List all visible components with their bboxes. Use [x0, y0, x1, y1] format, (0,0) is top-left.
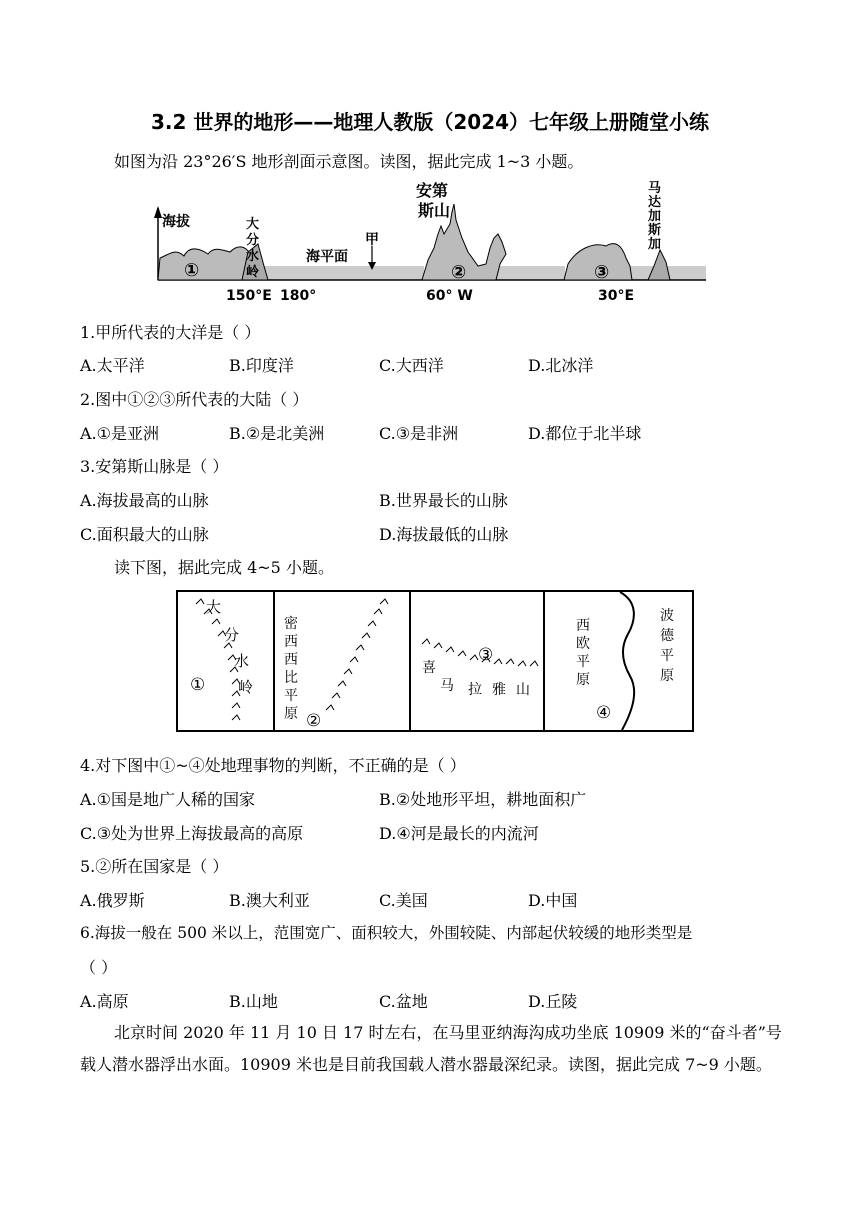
divide-label-1: 大 [246, 217, 260, 232]
divide-label-3: 水 [246, 249, 260, 264]
madagascar-label-4: 斯 [648, 223, 662, 238]
p4a-label-3: 平 [576, 654, 590, 670]
q1-stem: 1.甲所代表的大洋是（ ） [80, 323, 261, 342]
river-4 [620, 592, 634, 730]
p4b-label-4: 原 [660, 668, 674, 684]
intro-text-3: 北京时间 2020 年 11 月 10 日 17 时左右，在马里亚纳海沟成功坐底 10909 米的“奋斗者”号载人潜水器浮出水面。10909 米也是目前我国载人潜水器最深纪录。读图，据此完成 7~9 小题。 [80, 1023, 782, 1074]
q6-option-c[interactable]: C.盆地 [379, 992, 428, 1011]
altitude-label: 海拔 [162, 214, 190, 230]
jia-label: 甲 [365, 232, 379, 248]
q3-option-a[interactable]: A.海拔最高的山脉 [80, 491, 209, 510]
marker-3: ③ [478, 645, 494, 665]
divide-label-2: 分 [246, 233, 260, 248]
andes-label-1: 安第 [416, 181, 449, 200]
q5-option-a[interactable]: A.俄罗斯 [80, 891, 145, 910]
lon-150e: 150°E [226, 288, 272, 304]
p3-label-2: 马 [440, 678, 454, 694]
marker-2: ② [306, 711, 322, 731]
intro-text-1: 如图为沿 23°26′S 地形剖面示意图。读图，据此完成 1~3 小题。 [114, 152, 584, 171]
p1-label-4: 岭 [238, 678, 254, 696]
p3-label-3: 拉 [468, 682, 482, 698]
q1-option-b[interactable]: B.印度洋 [229, 356, 294, 375]
lon-60w: 60° W [426, 288, 473, 304]
continent-1-marker: ① [184, 260, 200, 281]
q5-option-b[interactable]: B.澳大利亚 [229, 891, 310, 910]
continent-3-marker: ③ [594, 262, 610, 283]
q3-option-c[interactable]: C.面积最大的山脉 [80, 525, 209, 544]
australia-profile [158, 247, 256, 280]
p2-label-2: 西 [284, 634, 298, 650]
terrain-profile-figure [150, 178, 710, 306]
p4b-label-3: 平 [660, 648, 674, 664]
p1-label-2: 分 [224, 626, 240, 644]
four-panel-figure [176, 590, 696, 734]
q4-option-a[interactable]: A.①国是地广人稀的国家 [80, 790, 255, 809]
madagascar-label-2: 达 [648, 195, 662, 210]
p1-label-3: 水 [234, 652, 250, 670]
q2-option-b[interactable]: B.②是北美洲 [229, 424, 325, 443]
sea-level-label: 海平面 [306, 249, 348, 265]
lon-30e: 30°E [598, 288, 635, 304]
p1-label-1: 大 [206, 598, 222, 616]
q2-option-d[interactable]: D.都位于北半球 [528, 424, 642, 443]
q1-option-d[interactable]: D.北冰洋 [528, 356, 594, 375]
p3-label-4: 雅 [492, 682, 506, 698]
p3-label-5: 山 [516, 682, 530, 698]
q6-option-a[interactable]: A.高原 [80, 992, 129, 1011]
q4-option-b[interactable]: B.②处地形平坦，耕地面积广 [379, 790, 587, 809]
q1-option-a[interactable]: A.太平洋 [80, 356, 145, 375]
p4b-label-2: 德 [660, 628, 674, 644]
p4a-label-2: 欧 [576, 636, 590, 652]
q1-option-c[interactable]: C.大西洋 [379, 356, 444, 375]
p2-label-5: 平 [284, 688, 298, 704]
lon-180: 180° [280, 288, 317, 304]
p4a-label-4: 原 [576, 672, 590, 688]
madagascar-profile [648, 250, 670, 280]
q6-option-d[interactable]: D.丘陵 [528, 992, 578, 1011]
p2-label-4: 比 [284, 670, 298, 686]
q5-option-d[interactable]: D.中国 [528, 891, 578, 910]
madagascar-label-5: 加 [648, 237, 662, 252]
marker-4: ④ [596, 703, 612, 723]
q2-option-c[interactable]: C.③是非洲 [379, 424, 459, 443]
madagascar-label-3: 加 [648, 209, 662, 224]
andes-label-2: 斯山 [418, 201, 451, 220]
p4b-label-1: 波 [660, 608, 674, 624]
q5-stem: 5.②所在国家是（ ） [80, 857, 229, 876]
marker-1: ① [190, 675, 206, 695]
madagascar-label-1: 马 [648, 181, 662, 196]
q2-option-a[interactable]: A.①是亚洲 [80, 424, 159, 443]
q4-option-c[interactable]: C.③处为世界上海拔最高的高原 [80, 824, 304, 843]
q4-option-d[interactable]: D.④河是最长的内流河 [379, 824, 539, 843]
q3-option-d[interactable]: D.海拔最低的山脉 [379, 525, 509, 544]
q6-stem: 6.海拔一般在 500 米以上，范围宽广、面积较大，外围较陡、内部起伏较缓的地形类型是 [80, 924, 693, 942]
continent-2-marker: ② [451, 262, 467, 283]
q6-stem-cont: （ ） [80, 958, 118, 977]
p2-label-1: 密 [284, 616, 298, 632]
rocky-mountain-symbol [326, 599, 388, 710]
divide-label-4: 岭 [246, 265, 260, 280]
page-title: 3.2 世界的地形——地理人教版（2024）七年级上册随堂小练 [150, 110, 710, 134]
q6-option-b[interactable]: B.山地 [229, 992, 278, 1011]
q3-stem: 3.安第斯山脉是（ ） [80, 457, 229, 476]
intro-text-2: 读下图，据此完成 4~5 小题。 [114, 558, 334, 577]
q3-option-b[interactable]: B.世界最长的山脉 [379, 491, 508, 510]
p2-label-3: 西 [284, 652, 298, 668]
q4-stem: 4.对下图中①~④处地理事物的判断，不正确的是（ ） [80, 756, 466, 775]
p3-label-1: 喜 [422, 660, 436, 676]
q2-stem: 2.图中①②③所代表的大陆（ ） [80, 390, 309, 409]
q5-option-c[interactable]: C.美国 [379, 891, 428, 910]
p2-label-6: 原 [284, 706, 298, 722]
p4a-label-1: 西 [576, 618, 590, 634]
